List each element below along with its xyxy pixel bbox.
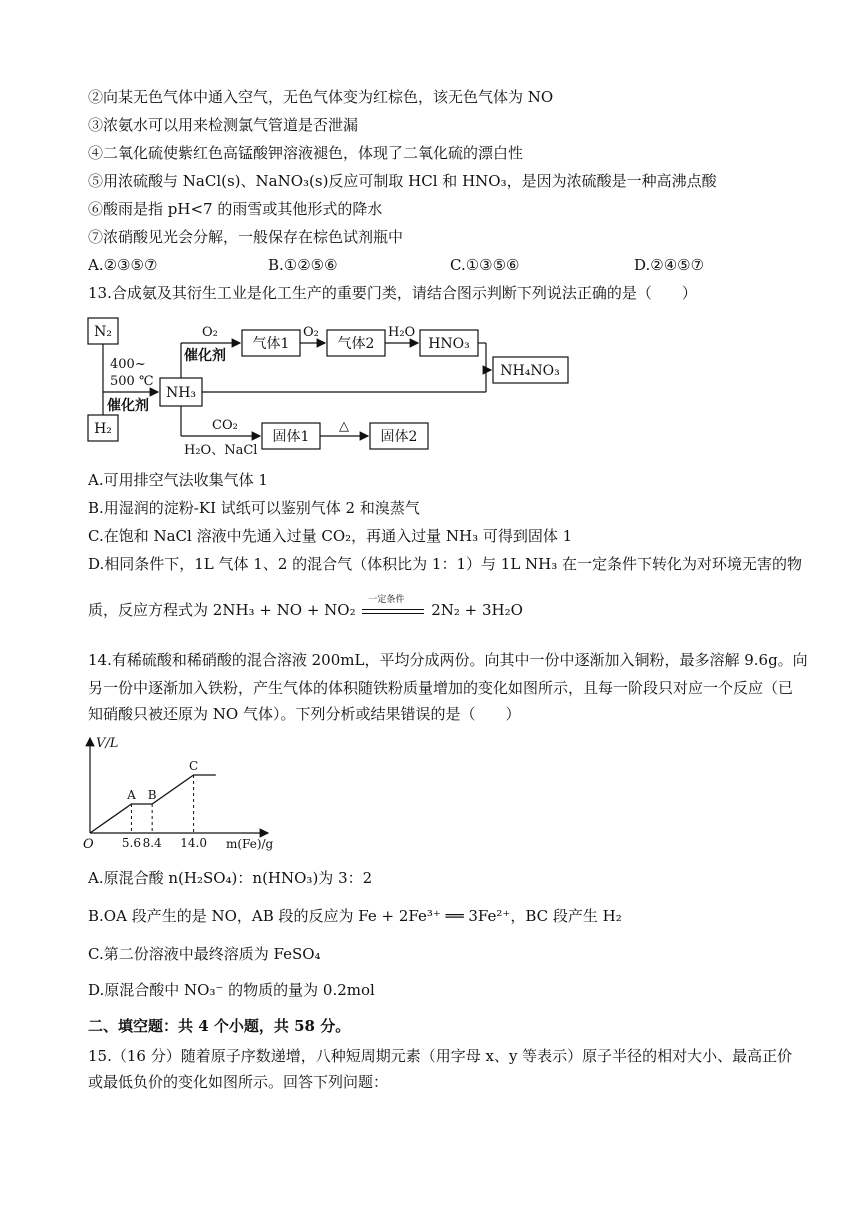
gas1-label: 气体1 — [252, 336, 290, 352]
heat-label: △ — [339, 419, 349, 434]
solid2-label: 固体2 — [380, 429, 418, 445]
co2-label: CO₂ — [212, 418, 238, 433]
x-tick-label: 8.4 — [142, 836, 162, 850]
series-line — [90, 775, 216, 833]
q12-item-6: ⑥酸雨是指 pH<7 的雨雪或其他形式的降水 — [88, 200, 383, 218]
temp-cond-2: 500 ℃ — [110, 374, 154, 389]
q13-option-d-cont — [88, 595, 523, 622]
equation-condition — [362, 595, 424, 620]
x-axis-label: m(Fe)/g — [226, 837, 274, 851]
q15-line-2: 或最低负价的变化如图所示。回答下列问题： — [88, 1073, 389, 1091]
q13-option-c: C.在饱和 NaCl 溶液中先通入过量 CO₂，再通入过量 NH₃ 可得到固体 1 — [88, 527, 573, 545]
q14-stem-1: 14.有稀硫酸和稀硝酸的混合溶液 200mL，平均分成两份。向其中一份中逐渐加入铜粉，最多溶解 9.6g。向 — [88, 651, 808, 669]
nh4no3-label: NH₄NO₃ — [500, 363, 560, 379]
hno3-label: HNO₃ — [428, 336, 470, 352]
q12-item-4: ④二氧化硫使紫红色高锰酸钾溶液褪色，体现了二氧化硫的漂白性 — [88, 144, 524, 162]
q15-line-1: 15.（16 分）随着原子序数递增，八种短周期元素（用字母 x、y 等表示）原子半径的相对大小、最高正价 — [88, 1047, 793, 1065]
point-label-C: C — [189, 759, 199, 773]
q14-stem-3: 知硝酸只被还原为 NO 气体）。下列分析或结果错误的是（ ） — [88, 705, 521, 723]
q12-option-c: C.①③⑤⑥ — [450, 256, 520, 274]
equation-prefix: 质，反应方程式为 — [88, 601, 213, 619]
q14-option-c: C.第二份溶液中最终溶质为 FeSO₄ — [88, 945, 321, 963]
q12-option-b: B.①②⑤⑥ — [268, 256, 338, 274]
q12-item-2: ②向某无色气体中通入空气，无色气体变为红棕色，该无色气体为 NO — [88, 88, 554, 106]
gas2-label: 气体2 — [337, 336, 375, 352]
x-tick-label: 14.0 — [180, 836, 207, 850]
q13-option-b: B.用湿润的淀粉-KI 试纸可以鉴别气体 2 和溴蒸气 — [88, 499, 420, 517]
o2-label-a: O₂ — [202, 325, 218, 340]
q12-item-7: ⑦浓硝酸见光会分解，一般保存在棕色试剂瓶中 — [88, 228, 404, 246]
point-label-A: A — [127, 788, 136, 802]
o2-label-b: O₂ — [303, 325, 319, 340]
x-tick-label: 5.6 — [121, 836, 141, 850]
point-label-B: B — [147, 788, 157, 802]
q14-option-d: D.原混合酸中 NO₃⁻ 的物质的量为 0.2mol — [88, 981, 375, 999]
section-2-title: 二、填空题：共 4 个小题，共 58 分。 — [88, 1017, 351, 1035]
equals-double-line — [362, 609, 424, 614]
origin-label: O — [83, 837, 94, 852]
equation-right: 2N₂ + 3H₂O — [431, 601, 523, 619]
q12-option-d: D.②④⑤⑦ — [634, 256, 705, 274]
h2o-label: H₂O — [388, 325, 416, 340]
q12-option-a: A.②③⑤⑦ — [88, 256, 158, 274]
y-axis-label: V/L — [96, 736, 119, 751]
q14-option-b: B.OA 段产生的是 NO，AB 段的反应为 Fe + 2Fe³⁺ ══ 3Fe²⁺，BC 段产生 H₂ — [88, 907, 622, 925]
q13-option-d: D.相同条件下，1L 气体 1、2 的混合气（体积比为 1：1）与 1L NH₃ 在一定条件下转化为对环境无害的物 — [88, 555, 803, 573]
nh3-label: NH₃ — [165, 385, 197, 401]
temp-cond-1: 400~ — [110, 357, 146, 372]
ammonia-process-diagram — [80, 312, 580, 462]
q14-stem-2: 另一份中逐渐加入铁粉，产生气体的体积随铁粉质量增加的变化如图所示，且每一阶段只对应一个反应（已 — [88, 679, 794, 697]
q13-stem: 13.合成氨及其衍生工业是化工生产的重要门类，请结合图示判断下列说法正确的是（ ） — [88, 284, 697, 302]
q12-item-3: ③浓氨水可以用来检测氯气管道是否泄漏 — [88, 116, 359, 134]
q13-option-a: A.可用排空气法收集气体 1 — [88, 471, 268, 489]
q12-item-5: ⑤用浓硫酸与 NaCl(s)、NaNO₃(s)反应可制取 HCl 和 HNO₃，是因为浓硫酸是一种高沸点酸 — [88, 172, 717, 190]
n2-label: N₂ — [94, 324, 112, 340]
fe-volume-chart — [80, 732, 280, 854]
equation-left: 2NH₃ + NO + NO₂ — [212, 601, 356, 619]
catalyst-label-a: 催化剂 — [184, 348, 226, 364]
q14-option-a: A.原混合酸 n(H₂SO₄)：n(HNO₃)为 3：2 — [88, 869, 373, 887]
h2o-nacl-label: H₂O、NaCl — [184, 443, 258, 458]
condition-text: 一定条件 — [368, 595, 405, 605]
solid1-label: 固体1 — [272, 429, 310, 445]
h2-label: H₂ — [94, 421, 112, 437]
catalyst-cond: 催化剂 — [107, 398, 149, 414]
